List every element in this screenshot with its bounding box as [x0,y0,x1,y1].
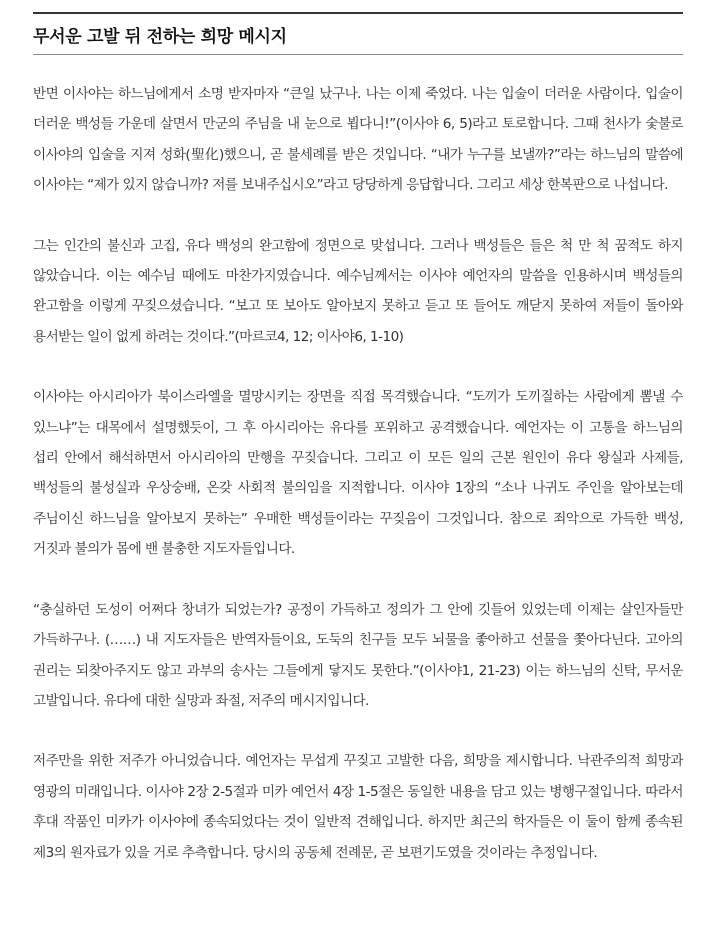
paragraph-2: 그는 인간의 불신과 고집, 유다 백성의 완고함에 정면으로 맞섭니다. 그러나 백성들은 들은 척 만 척 꿈적도 하지 않았습니다. 이는 예수님 때에도 마찬가지였습니다. 예수님께서는 이사야 예언자의 말씀을 인용하시며 백성들의 완고함을 이렇게 꾸짖으셨습니다. “보고 또 보아도 알아보지 못하고 듣고 또 들어도 깨닫지 못하여 저들이 돌아와 용서받는 일이 없게 하려는 것이다.”(마르코4, 12; 이사야6, 1-10) [33,237,683,345]
paragraph-1: 반면 이사야는 하느님에게서 소명 받자마자 “큰일 났구나. 나는 이제 죽었다. 나는 입술이 더러운 사람이다. 입술이 더러운 백성들 가운데 살면서 만군의 주님을 내 눈으로 뵙다니!”(이사야 6, 5)라고 토로합니다. 그때 천사가 숯불로 이사야의 입술을 지져 성화(聖化)했으니, 곧 불세례를 받은 것입니다. “내가 누구를 보낼까?”라는 하느님의 말씀에 이사야는 “제가 있지 않습니까? 저를 보내주십시오”라고 당당하게 응답합니다. 그리고 세상 한복판으로 나섭니다. [33,86,683,194]
article-page [0,12,713,929]
paragraph-4: “충실하던 도성이 어쩌다 창녀가 되었는가? 공정이 가득하고 정의가 그 안에 깃들어 있었는데 이제는 살인자들만 가득하구나. (……) 내 지도자들은 반역자들이요, 도둑의 친구들 모두 뇌물을 좋아하고 선물을 쫓아다닌다. 고아의 권리는 되찾아주지도 않고 과부의 송사는 그들에게 닿지도 못한다.”(이사야1, 21-23) 이는 하느님의 신탁, 무서운 고발입니다. 유다에 대한 실망과 좌절, 저주의 메시지입니다. [33,601,683,709]
page-title: 무서운 고발 뒤 전하는 희망 메시지 [33,27,287,47]
title-block [33,12,683,55]
article-body [33,79,683,868]
paragraph-5: 저주만을 위한 저주가 아니었습니다. 예언자는 무섭게 꾸짖고 고발한 다음, 희망을 제시합니다. 낙관주의적 희망과 영광의 미래입니다. 이사야 2장 2-5절과 미카 예언서 4장 1-5절은 동일한 내용을 담고 있는 병행구절입니다. 따라서 후대 작품인 미카가 이사야에 종속되었다는 것이 일반적 견해입니다. 하지만 최근의 학자들은 이 둘이 함께 종속된 제3의 원자료가 있을 거로 추측합니다. 당시의 공동체 전례문, 곧 보편기도였을 것이라는 추정입니다. [33,753,683,861]
paragraph-3: 이사야는 아시리아가 북이스라엘을 멸망시키는 장면을 직접 목격했습니다. “도끼가 도끼질하는 사람에게 뽐낼 수 있느냐”는 대목에서 설명했듯이, 그 후 아시리아는 유다를 포위하고 공격했습니다. 예언자는 이 고통을 하느님의 섭리 안에서 해석하면서 아시리아의 만행을 꾸짖습니다. 그리고 이 모든 일의 근본 원인이 유다 왕실과 사제들, 백성들의 불성실과 우상숭배, 온갖 사회적 불의임을 지적합니다. 이사야 1장의 “소나 나귀도 주인을 알아보는데 주님이신 하느님을 알아보지 못하는” 우매한 백성들이라는 꾸짖음이 그것입니다. 참으로 죄악으로 가득한 백성, 거짓과 불의가 몸에 밴 불충한 지도자들입니다. [33,389,683,558]
